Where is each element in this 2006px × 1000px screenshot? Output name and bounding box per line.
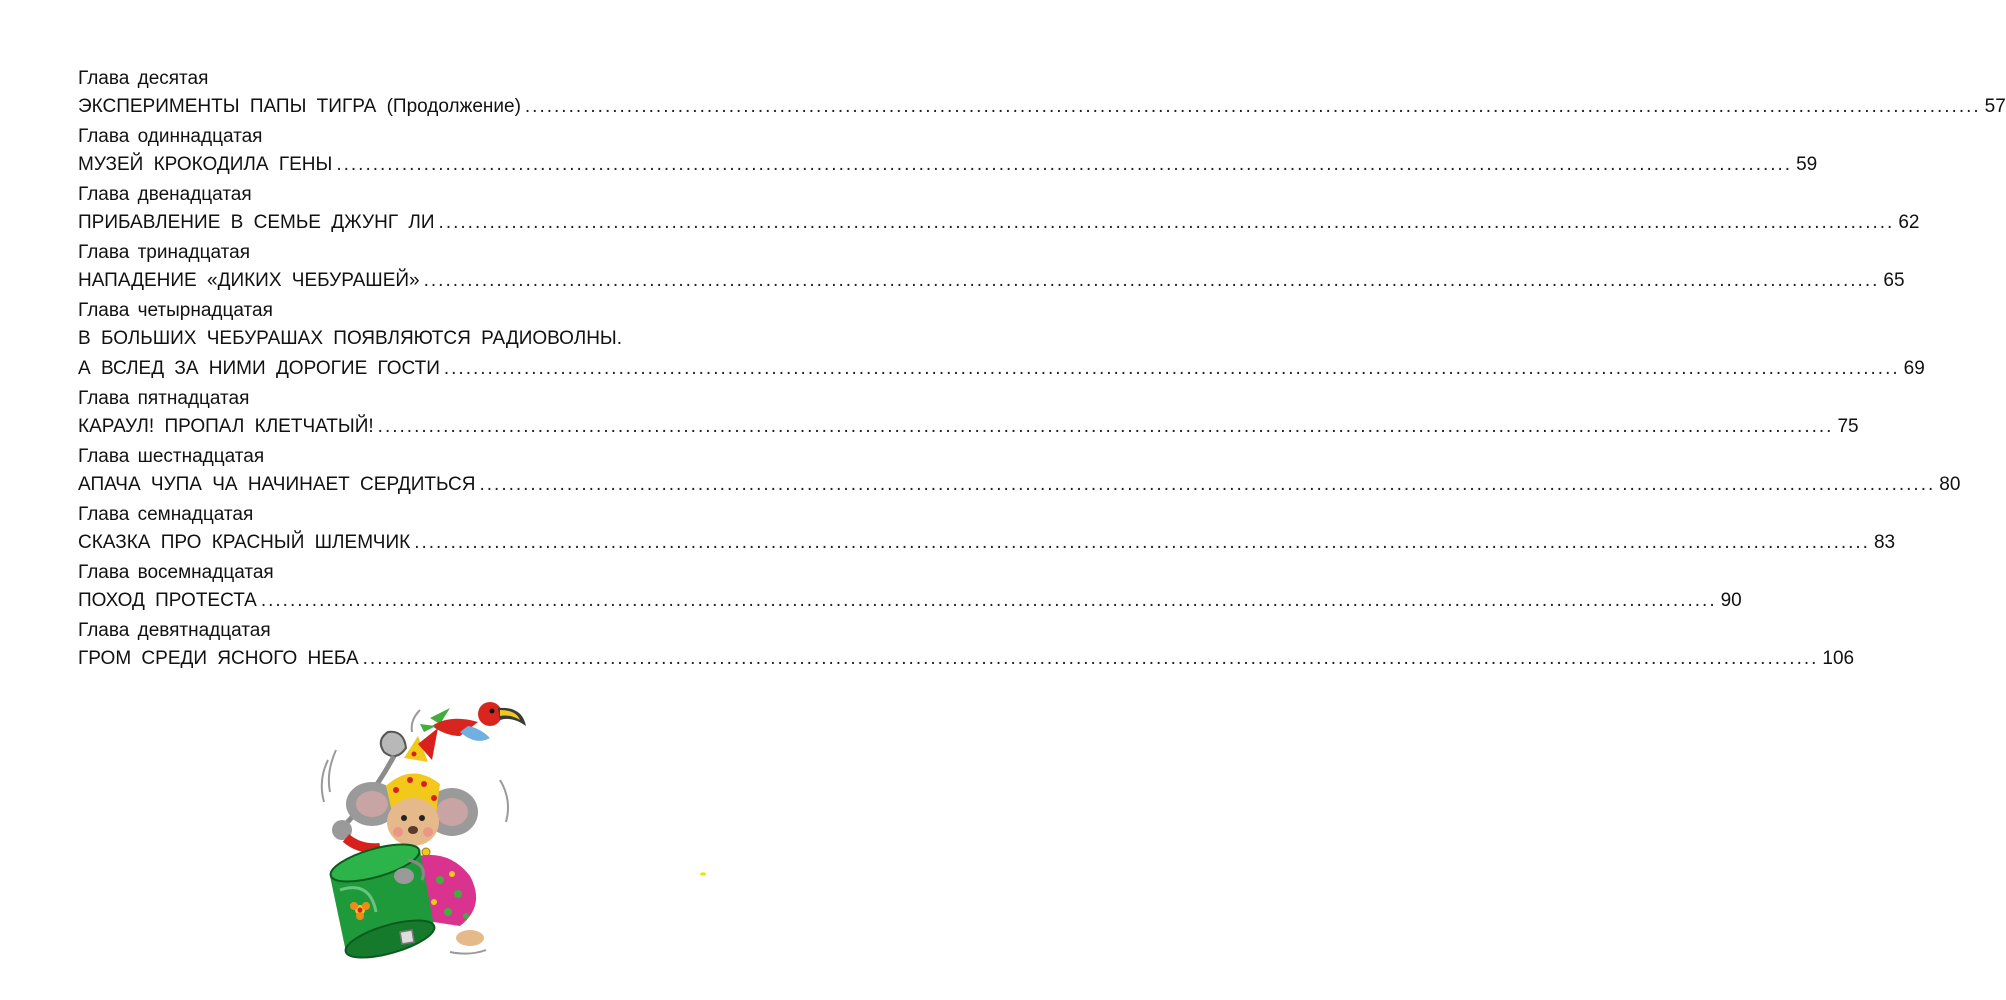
- dot-leader: ........................................................................................................................................................................................................: [260, 590, 1717, 611]
- cheburashka-illustration: [300, 680, 540, 960]
- chapter-number: Глава одиннадцатая: [78, 126, 263, 147]
- page-number: 80: [1939, 474, 1961, 495]
- chapter-title: КАРАУЛ! ПРОПАЛ КЛЕТЧАТЫЙ!: [78, 416, 374, 437]
- page-number: 90: [1720, 590, 1742, 611]
- page-number: 106: [1822, 648, 1855, 669]
- chapter-number: Глава семнадцатая: [78, 504, 254, 525]
- chapter-number: Глава пятнадцатая: [78, 388, 250, 409]
- chapter-title-row[interactable]: [78, 644, 1855, 676]
- chapter-number: Глава двенадцатая: [78, 184, 252, 205]
- chapter-title-row-first-line[interactable]: [78, 324, 680, 354]
- chapter-title-row[interactable]: [78, 470, 1961, 502]
- page-number: 62: [1898, 212, 1920, 233]
- chapter-title-line1: В БОЛЬШИХ ЧЕБУРАШАХ ПОЯВЛЯЮТСЯ РАДИОВОЛНЫ.: [78, 328, 623, 349]
- chapter-number: Глава восемнадцатая: [78, 562, 274, 583]
- page-number: 69: [1903, 358, 1925, 379]
- chapter-number: Глава девятнадцатая: [78, 620, 271, 641]
- chapter-title: АПАЧА ЧУПА ЧА НАЧИНАЕТ СЕРДИТЬСЯ: [78, 474, 476, 495]
- toc-entry-14: [78, 298, 1925, 386]
- chapter-title-row[interactable]: [78, 208, 1920, 240]
- dot-leader: ........................................................................................................................................................................................................: [443, 358, 1900, 379]
- dot-leader: ........................................................................................................................................................................................................: [524, 96, 1981, 117]
- speck-mark: [700, 872, 706, 876]
- chapter-title-row[interactable]: [78, 528, 1896, 560]
- dot-leader: ........................................................................................................................................................................................................: [423, 270, 1880, 291]
- toc-entry-19: [78, 618, 1855, 676]
- chapter-title-row[interactable]: [78, 92, 2006, 124]
- page-number: 59: [1796, 154, 1818, 175]
- chapter-title: НАПАДЕНИЕ «ДИКИХ ЧЕБУРАШЕЙ»: [78, 270, 420, 291]
- chapter-title: ПРИБАВЛЕНИЕ В СЕМЬЕ ДЖУНГ ЛИ: [78, 212, 435, 233]
- page-number: 75: [1837, 416, 1859, 437]
- cheburashka-with-pot-and-parrot-icon: [300, 680, 540, 960]
- dot-leader: ........................................................................................................................................................................................................: [362, 648, 1819, 669]
- dot-leader: ........................................................................................................................................................................................................: [414, 532, 1870, 553]
- chapter-title: МУЗЕЙ КРОКОДИЛА ГЕНЫ: [78, 154, 333, 175]
- dot-leader: ........................................................................................................................................................................................................: [377, 416, 1834, 437]
- page-number: 83: [1873, 532, 1896, 553]
- chapter-number: Глава четырнадцатая: [78, 300, 273, 321]
- page-number: 57: [1984, 96, 2006, 117]
- toc-entry-16: [78, 444, 1961, 502]
- toc-entry-12: [78, 182, 1920, 240]
- toc-entry-17: [78, 502, 1896, 560]
- chapter-number: Глава шестнадцатая: [78, 446, 265, 467]
- dot-leader: ........................................................................................................................................................................................................: [438, 212, 1895, 233]
- chapter-title: ПОХОД ПРОТЕСТА: [78, 590, 257, 611]
- chapter-number: Глава десятая: [78, 68, 209, 89]
- toc-entry-15: [78, 386, 1859, 444]
- chapter-title-row[interactable]: [78, 354, 1925, 386]
- chapter-title-row[interactable]: [78, 412, 1859, 444]
- toc-entry-18: [78, 560, 1742, 618]
- toc-entry-10: [78, 66, 2006, 124]
- chapter-title: ГРОМ СРЕДИ ЯСНОГО НЕБА: [78, 648, 359, 669]
- toc-entry-13: [78, 240, 1905, 298]
- dot-leader: ........................................................................................................................................................................................................: [479, 474, 1936, 495]
- table-of-contents: [78, 66, 2006, 676]
- chapter-number: Глава тринадцатая: [78, 242, 251, 263]
- chapter-title: А ВСЛЕД ЗА НИМИ ДОРОГИЕ ГОСТИ: [78, 358, 440, 379]
- page-number: 65: [1883, 270, 1905, 291]
- chapter-title: ЭКСПЕРИМЕНТЫ ПАПЫ ТИГРА (Продолжение): [78, 96, 521, 117]
- dot-leader: ........................................................................................................................................................................................................: [336, 154, 1793, 175]
- chapter-title: СКАЗКА ПРО КРАСНЫЙ ШЛЕМЧИК: [78, 532, 411, 553]
- chapter-title-row[interactable]: [78, 266, 1905, 298]
- toc-entry-11: [78, 124, 1818, 182]
- chapter-title-row[interactable]: [78, 150, 1818, 182]
- chapter-title-row[interactable]: [78, 586, 1742, 618]
